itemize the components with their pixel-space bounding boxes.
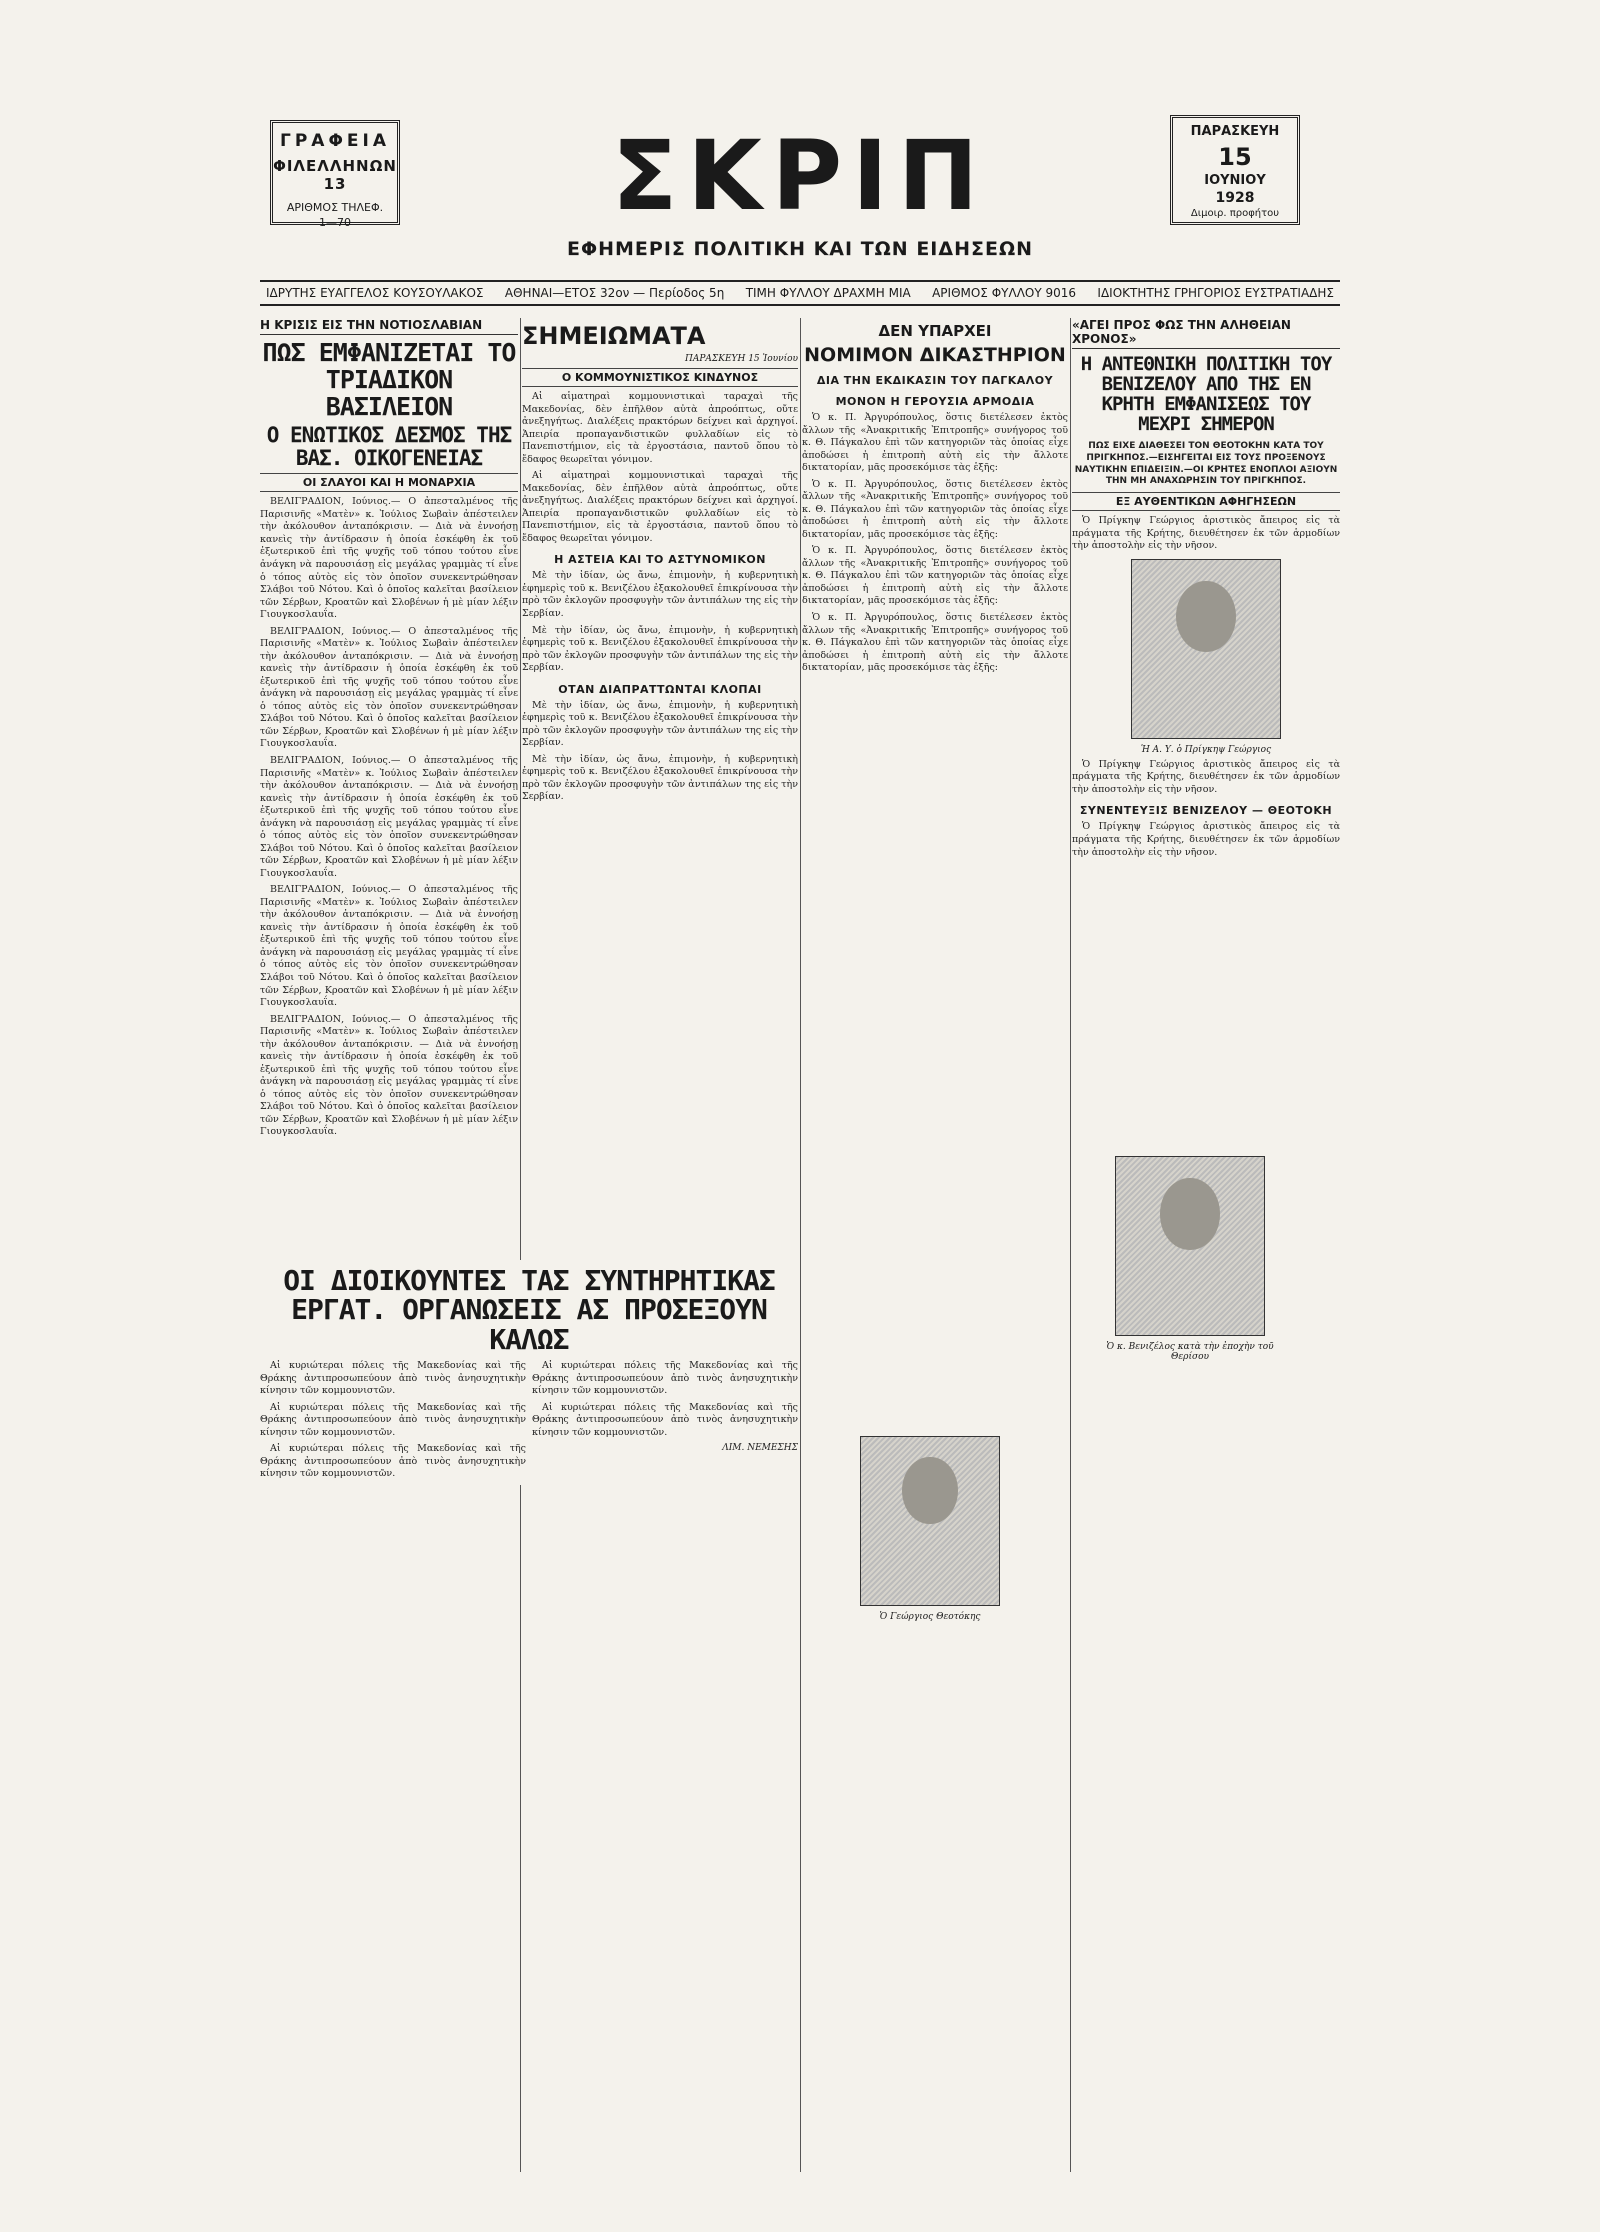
theotokis-portrait-block [830,1430,1030,1626]
article-headline: ΝΟΜΙΜΟΝ ΔΙΚΑΣΤΗΡΙΟΝ [804,344,1066,366]
note-subhead: ΟΤΑΝ ΔΙΑΠΡΑΤΤΩΝΤΑΙ ΚΛΟΠΑΙ [558,682,762,696]
phone-label: ΑΡΙΘΜΟΣ ΤΗΛΕΦ. [286,201,384,214]
paragraph: Μὲ τὴν ἰδίαν, ὡς ἄνω, ἐπιμονὴν, ἡ κυβερνητικὴ ἐφημερὶς τοῦ κ. Βενιζέλου ἐξακολουθεῖ ἐπικρίνουσα τὴν πρὸ τῶν ἐκλογῶν προσφυγὴν τῶν ἀντιπάλων της εἰς τὴν Σερβίαν. [522,699,798,749]
article-kicker: Η ΚΡΙΣΙΣ ΕΙΣ ΤΗΝ ΝΟΤΙΟΣΛΑΒΙΑΝ [260,318,518,335]
column-rule [520,318,521,2172]
article-headline: ΟΙ ΔΙΟΙΚΟΥΝΤΕΣ ΤΑΣ ΣΥΝΤΗΡΗΤΙΚΑΣ ΕΡΓΑΤ. ΟΡΓΑΝΩΣΕΙΣ ΑΣ ΠΡΟΣΕΞΟΥΝ ΚΑΛΩΣ [283,1264,775,1356]
newspaper-subtitle: ΕΦΗΜΕΡΙΣ ΠΟΛΙΤΙΚΗ ΚΑΙ ΤΩΝ ΕΙΔΗΣΕΩΝ [566,238,1033,260]
article-subhead: ΟΙ ΣΛΑΥΟΙ ΚΑΙ Η ΜΟΝΑΡΧΙΑ [260,473,518,492]
labor-article [260,1260,798,1485]
section-title: ΣΗΜΕΙΩΜΑΤΑ [522,322,706,350]
article-yugoslavia [260,318,518,2172]
paragraph: Μὲ τὴν ἰδίαν, ὡς ἄνω, ἐπιμονὴν, ἡ κυβερνητικὴ ἐφημερὶς τοῦ κ. Βενιζέλου ἐξακολουθεῖ ἐπικρίνουσα τὴν πρὸ τῶν ἐκλογῶν προσφυγὴν τῶν ἀντιπάλων της εἰς τὴν Σερβίαν. [522,570,798,619]
portrait-caption: Ὁ Γεώργιος Θεοτόκης [879,1612,981,1622]
paragraph: Αἱ αἱματηραὶ κομμουνιστικαὶ ταραχαὶ τῆς Μακεδονίας, δὲν ἐπῆλθον αὐτὰ ἀπροόπτως, οὔτε ἀνεξηγήτως. Διαλέξεις πρακτόρων δείχνει καὶ ἀρχηγοί. Ἀπειρία προπαγανδιστικῶν φυλλαδίων εἰς τὸ Πανεπιστήμιον, εἰς τὰ ἐργοστάσια, παντοῦ ὅπου τὸ ἔδαφος θεωρεῖται γόνιμον. [522,391,798,465]
newspaper-title: ΣΚΡΙΠ [611,120,989,232]
note-body [522,391,798,545]
paragraph: Ὁ Πρίγκηψ Γεώργιος ἀριστικὸς ἄπειρος εἰς τὰ πράγματα τῆς Κρήτης, διευθέτησεν ἐκ τῶν ἁρμοδίων τὴν ἀποστολὴν εἰς τὴν νῆσον. [1072,758,1340,795]
portrait-caption: Ὁ κ. Βενιζέλος κατὰ τὴν ἐποχὴν τοῦ Θερίσου [1106,1342,1274,1362]
paragraph: Αἱ αἱματηραὶ κομμουνιστικαὶ ταραχαὶ τῆς Μακεδονίας, δὲν ἐπῆλθον αὐτὰ ἀπροόπτως, οὔτε ἀνεξηγήτως. Διαλέξεις πρακτόρων δείχνει καὶ ἀρχηγοί. Ἀπειρία προπαγανδιστικῶν φυλλαδίων εἰς τὸ Πανεπιστήμιον, εἰς τὰ ἐργοστάσια, παντοῦ ὅπου τὸ ἔδαφος θεωρεῖται γόνιμον. [522,470,798,544]
dateline: ΠΑΡΑΣΚΕΥΗ 15 Ἰουνίου [685,354,798,364]
article-headline: Η ΑΝΤΕΘΝΙΚΗ ΠΟΛΙΤΙΚΗ ΤΟΥ ΒΕΝΙΖΕΛΟΥ ΑΠΟ ΤΗΣ ΕΝ ΚΡΗΤΗ ΕΜΦΑΝΙΣΕΩΣ ΤΟΥ ΜΕΧΡΙ ΣΗΜΕΡΟΝ [1080,353,1332,435]
price: ΤΙΜΗ ΦΥΛΛΟΥ ΔΡΑΧΜΗ ΜΙΑ [745,286,911,300]
date-box [1170,115,1300,225]
paragraph: Ὁ κ. Π. Ἀργυρόπουλος, ὅστις διετέλεσεν ἐκτὸς ἄλλων τῆς «Ἀνακριτικῆς Ἐπιτροπῆς» συνήγορος τοῦ κ. Θ. Πάγκαλου ἐπὶ τῶν κατηγοριῶν τὰς ὁποίας εἶχε ἀποδώσει ἡ ἐπιτροπὴ αὐτὴ εἰς τὴν ἄλλοτε δικτατορίαν, μᾶς προσεκόμισε τὰς ἑξῆς: [802,545,1068,607]
article-headline-2: Ο ΕΝΩΤΙΚΟΣ ΔΕΣΜΟΣ ΤΗΣ ΒΑΣ. ΟΙΚΟΓΕΝΕΙΑΣ [266,423,512,470]
signature: ΛΙΜ. ΝΕΜΕΣΗΣ [722,1443,798,1454]
paragraph: ΒΕΛΙΓΡΑΔΙΟΝ, Ιούνιος.— Ο ἀπεσταλμένος τῆς Παρισινῆς «Ματὲν» κ. Ἰούλιος Σωβαὶν ἀπέστειλεν τὴν ἀκόλουθον ἀνταπόκρισιν. — Διὰ νὰ ἐννοήσῃ κανεὶς τὴν ἀντίδρασιν ἡ ὁποία ἐσκέφθη ἐκ τοῦ ἐξωτερικοῦ ἐπὶ τῆς ψυχῆς τοῦ τόπου τούτου εἶνε ἀνάγκη νὰ παρουσιάσῃ εἰς μεγάλας γραμμὰς τί εἶνε ὁ τόπος αὐτὸς εἰς τὸν ὁποῖον συνεκεντρώθησαν Σλάβοι τοῦ Νότου. Καὶ ὁ ὁποῖος καλεῖται βασίλειον τῶν Σέρβων, Κροατῶν καὶ Σλοβένων ἡ μὲ μίαν λέξιν Γιουγκοσλαυΐα. [260,1013,518,1138]
article-body [260,496,518,1139]
article-body [260,1360,526,1485]
paragraph: Μὲ τὴν ἰδίαν, ὡς ἄνω, ἐπιμονὴν, ἡ κυβερνητικὴ ἐφημερὶς τοῦ κ. Βενιζέλου ἐξακολουθεῖ ἐπικρίνουσα τὴν πρὸ τῶν ἐκλογῶν προσφυγὴν τῶν ἀντιπάλων της εἰς τὴν Σερβίαν. [522,753,798,803]
article-columns [260,1360,798,1485]
article-headline: ΠΩΣ ΕΜΦΑΝΙΖΕΤΑΙ ΤΟ ΤΡΙΑΔΙΚΟΝ ΒΑΣΙΛΕΙΟΝ [262,338,516,421]
paragraph: Αἱ κυριώτεραι πόλεις τῆς Μακεδονίας καὶ τῆς Θράκης ἀντιπροσωπεύουν ἀπὸ τινὸς ἀνησυχητικὴν κίνησιν τῶν κομμουνιστῶν. [532,1360,798,1397]
note-body [522,570,798,674]
paragraph: Αἱ κυριώτεραι πόλεις τῆς Μακεδονίας καὶ τῆς Θράκης ἀντιπροσωπεύουν ἀπὸ τινὸς ἀνησυχητικὴν κίνησιν τῶν κομμουνιστῶν. [260,1401,526,1438]
portrait-caption: Ἡ Α. Υ. ὁ Πρίγκηψ Γεώργιος [1140,744,1272,755]
office-label: ΓΡΑΦΕΙΑ [280,131,390,151]
paragraph: Ὁ Πρίγκηψ Γεώργιος ἀριστικὸς ἄπειρος εἰς τὰ πράγματα τῆς Κρήτης, διευθέτησεν ἐκ τῶν ἁρμοδίων τὴν ἀποστολὴν εἰς τὴν νῆσον. [1072,515,1340,552]
note-subhead: Η ΑΣΤΕΙΑ ΚΑΙ ΤΟ ΑΣΤΥΝΟΜΙΚΟΝ [554,553,766,567]
article-subhead: ΜΟΝΟΝ Η ΓΕΡΟΥΣΙΑ ΑΡΜΟΔΙΑ [835,395,1035,408]
court-article [802,318,1068,2172]
note-subhead: Ο ΚΟΜΜΟΥΝΙΣΤΙΚΟΣ ΚΙΝΔΥΝΟΣ [522,368,798,387]
paragraph: ΒΕΛΙΓΡΑΔΙΟΝ, Ιούνιος.— Ο ἀπεσταλμένος τῆς Παρισινῆς «Ματὲν» κ. Ἰούλιος Σωβαὶν ἀπέστειλεν τὴν ἀκόλουθον ἀνταπόκρισιν. — Διὰ νὰ ἐννοήσῃ κανεὶς τὴν ἀντίδρασιν ἡ ὁποία ἐσκέφθη ἐκ τοῦ ἐξωτερικοῦ ἐπὶ τῆς ψυχῆς τοῦ τόπου τούτου εἶνε ἀνάγκη νὰ παρουσιάσῃ εἰς μεγάλας γραμμὰς τί εἶνε ὁ τόπος αὐτὸς εἰς τὸν ὁποῖον συνεκεντρώθησαν Σλάβοι τοῦ Νότου. Καὶ ὁ ὁποῖος καλεῖται βασίλειον τῶν Σέρβων, Κροατῶν καὶ Σλοβένων ἡ μὲ μίαν λέξιν Γιουγκοσλαυΐα. [260,884,518,1009]
year: 1928 [1215,190,1255,206]
office-address: ΦΙΛΕΛΛΗΝΩΝ 13 [273,157,397,193]
article-subhead: ΕΞ ΑΥΘΕΝΤΙΚΩΝ ΑΦΗΓΗΣΕΩΝ [1072,492,1340,511]
phone-number: 1—70 [319,216,351,229]
article-kicker: «ΑΓΕΙ ΠΡΟΣ ΦΩΣ ΤΗΝ ΑΛΗΘΕΙΑΝ ΧΡΟΝΟΣ» [1072,318,1340,349]
weekday: ΠΑΡΑΣΚΕΥΗ [1190,124,1280,139]
article-deck: ΠΩΣ ΕΙΧΕ ΔΙΑΘΕΣΕΙ ΤΟΝ ΘΕΟΤΟΚΗΝ ΚΑΤΑ ΤΟΥ ΠΡΙΓΚΗΠΟΣ.—ΕΙΣΗΓΕΙΤΑΙ ΕΙΣ ΤΟΥΣ ΠΡΟΞΕΝΟΥΣ ΝΑΥΤΙΚΗΝ ΕΠΙΔΕΙΞΙΝ.—ΟΙ ΚΡΗΤΕΣ ΕΝΟΠΛΟΙ ΑΞΙΟΥΝ ΤΗΝ ΜΗ ΑΝΑΧΩΡΗΣΙΝ ΤΟΥ ΠΡΙΓΚΗΠΟΣ. [1074,440,1338,487]
article-body [1072,759,1340,797]
paragraph: Ὁ κ. Π. Ἀργυρόπουλος, ὅστις διετέλεσεν ἐκτὸς ἄλλων τῆς «Ἀνακριτικῆς Ἐπιτροπῆς» συνήγορος τοῦ κ. Θ. Πάγκαλου ἐπὶ τῶν κατηγοριῶν τὰς ὁποίας εἶχε ἀποδώσει ἡ ἐπιτροπὴ αὐτὴ εἰς τὴν ἄλλοτε δικτατορίαν, μᾶς προσεκόμισε τὰς ἑξῆς: [802,412,1068,474]
owner: ΙΔΙΟΚΤΗΤΗΣ ΓΡΗΓΟΡΙΟΣ ΕΥΣΤΡΑΤΙΑΔΗΣ [1097,286,1334,300]
notes-column [522,318,798,2172]
paragraph: Ὁ κ. Π. Ἀργυρόπουλος, ὅστις διετέλεσεν ἐκτὸς ἄλλων τῆς «Ἀνακριτικῆς Ἐπιτροπῆς» συνήγορος τοῦ κ. Θ. Πάγκαλου ἐπὶ τῶν κατηγοριῶν τὰς ὁποίας εἶχε ἀποδώσει ἡ ἐπιτροπὴ αὐτὴ εἰς τὴν ἄλλοτε δικτατορίαν, μᾶς προσεκόμισε τὰς ἑξῆς: [802,478,1068,540]
article-body [532,1360,798,1485]
paragraph: ΒΕΛΙΓΡΑΔΙΟΝ, Ιούνιος.— Ο ἀπεσταλμένος τῆς Παρισινῆς «Ματὲν» κ. Ἰούλιος Σωβαὶν ἀπέστειλεν τὴν ἀκόλουθον ἀνταπόκρισιν. — Διὰ νὰ ἐννοήσῃ κανεὶς τὴν ἀντίδρασιν ἡ ὁποία ἐσκέφθη ἐκ τοῦ ἐξωτερικοῦ ἐπὶ τῆς ψυχῆς τοῦ τόπου τούτου εἶνε ἀνάγκη νὰ παρουσιάσῃ εἰς μεγάλας γραμμὰς τί εἶνε ὁ τόπος αὐτὸς εἰς τὸν ὁποῖον συνεκεντρώθησαν Σλάβοι τοῦ Νότου. Καὶ ὁ ὁποῖος καλεῖται βασίλειον τῶν Σέρβων, Κροατῶν καὶ Σλοβένων ἡ μὲ μίαν λέξιν Γιουγκοσλαυΐα. [260,754,518,879]
article-body [802,412,1068,675]
article-body [1072,515,1340,553]
founder: ΙΔΡΥΤΗΣ ΕΥΑΓΓΕΛΟΣ ΚΟΥΣΟΥΛΑΚΟΣ [266,286,484,300]
month: ΙΟΥΝΙΟΥ [1204,173,1266,188]
paragraph: Αἱ κυριώτεραι πόλεις τῆς Μακεδονίας καὶ τῆς Θράκης ἀντιπροσωπεύουν ἀπὸ τινὸς ἀνησυχητικὴν κίνησιν τῶν κομμουνιστῶν. [532,1401,798,1438]
column-rule [800,318,801,2172]
article-body [1072,821,1340,859]
paragraph: ΒΕΛΙΓΡΑΔΙΟΝ, Ιούνιος.— Ο ἀπεσταλμένος τῆς Παρισινῆς «Ματὲν» κ. Ἰούλιος Σωβαὶν ἀπέστειλεν τὴν ἀκόλουθον ἀνταπόκρισιν. — Διὰ νὰ ἐννοήσῃ κανεὶς τὴν ἀντίδρασιν ἡ ὁποία ἐσκέφθη ἐκ τοῦ ἐξωτερικοῦ ἐπὶ τῆς ψυχῆς τοῦ τόπου τούτου εἶνε ἀνάγκη νὰ παρουσιάσῃ εἰς μεγάλας γραμμὰς τί εἶνε ὁ τόπος αὐτὸς εἰς τὸν ὁποῖον συνεκεντρώθησαν Σλάβοι τοῦ Νότου. Καὶ ὁ ὁποῖος καλεῖται βασίλειον τῶν Σέρβων, Κροατῶν καὶ Σλοβένων ἡ μὲ μίαν λέξιν Γιουγκοσλαυΐα. [260,496,518,621]
paragraph: Ὁ Πρίγκηψ Γεώργιος ἀριστικὸς ἄπειρος εἰς τὰ πράγματα τῆς Κρήτης, διευθέτησεν ἐκ τῶν ἁρμοδίων τὴν ἀποστολὴν εἰς τὴν νῆσον. [1072,821,1340,858]
issue-number: ΑΡΙΘΜΟΣ ΦΥΛΛΟΥ 9016 [932,286,1077,300]
venizelos-portrait-block [1090,1150,1290,1366]
paragraph: Αἱ κυριώτεραι πόλεις τῆς Μακεδονίας καὶ τῆς Θράκης ἀντιπροσωπεύουν ἀπὸ τινὸς ἀνησυχητικὴν κίνησιν τῶν κομμουνιστῶν. [260,1443,526,1480]
year-period: ΑΘΗΝΑΙ—ΕΤΟΣ 32ον — Περίοδος 5η [504,286,725,300]
day: 15 [1218,143,1252,171]
saint-day: Διμοιρ. προφήτου [1190,208,1280,219]
article-subhead: ΣΥΝΕΝΤΕΥΞΙΣ ΒΕΝΙΖΕΛΟΥ — ΘΕΟΤΟΚΗ [1079,804,1333,818]
info-bar [260,280,1340,306]
theotokis-portrait [860,1436,1000,1606]
masthead [70,110,1530,280]
column-rule [1070,318,1071,2172]
paragraph: Αἱ κυριώτεραι πόλεις τῆς Μακεδονίας καὶ τῆς Θράκης ἀντιπροσωπεύουν ἀπὸ τινὸς ἀνησυχητικὴν κίνησιν τῶν κομμουνιστῶν. [260,1360,526,1397]
paragraph: Ὁ κ. Π. Ἀργυρόπουλος, ὅστις διετέλεσεν ἐκτὸς ἄλλων τῆς «Ἀνακριτικῆς Ἐπιτροπῆς» συνήγορος τοῦ κ. Θ. Πάγκαλου ἐπὶ τῶν κατηγοριῶν τὰς ὁποίας εἶχε ἀποδώσει ἡ ἐπιτροπὴ αὐτὴ εἰς τὴν ἄλλοτε δικτατορίαν, μᾶς προσεκόμισε τὰς ἑξῆς: [802,611,1068,674]
article-subhead: ΔΙΑ ΤΗΝ ΕΚΔΙΚΑΣΙΝ ΤΟΥ ΠΑΓΚΑΛΟΥ [816,374,1054,387]
note-body [522,700,798,804]
paragraph: Μὲ τὴν ἰδίαν, ὡς ἄνω, ἐπιμονὴν, ἡ κυβερνητικὴ ἐφημερὶς τοῦ κ. Βενιζέλου ἐξακολουθεῖ ἐπικρίνουσα τὴν πρὸ τῶν ἐκλογῶν προσφυγὴν τῶν ἀντιπάλων της εἰς τὴν Σερβίαν. [522,624,798,674]
article-kicker: ΔΕΝ ΥΠΑΡΧΕΙ [878,322,992,340]
venizelos-portrait [1115,1156,1265,1336]
paragraph: ΒΕΛΙΓΡΑΔΙΟΝ, Ιούνιος.— Ο ἀπεσταλμένος τῆς Παρισινῆς «Ματὲν» κ. Ἰούλιος Σωβαὶν ἀπέστειλεν τὴν ἀκόλουθον ἀνταπόκρισιν. — Διὰ νὰ ἐννοήσῃ κανεὶς τὴν ἀντίδρασιν ἡ ὁποία ἐσκέφθη ἐκ τοῦ ἐξωτερικοῦ ἐπὶ τῆς ψυχῆς τοῦ τόπου τούτου εἶνε ἀνάγκη νὰ παρουσιάσῃ εἰς μεγάλας γραμμὰς τί εἶνε ὁ τόπος αὐτὸς εἰς τὸν ὁποῖον συνεκεντρώθησαν Σλάβοι τοῦ Νότου. Καὶ ὁ ὁποῖος καλεῖται βασίλειον τῶν Σέρβων, Κροατῶν καὶ Σλοβένων ἡ μὲ μίαν λέξιν Γιουγκοσλαυΐα. [260,625,518,750]
prince-portrait [1131,559,1281,739]
